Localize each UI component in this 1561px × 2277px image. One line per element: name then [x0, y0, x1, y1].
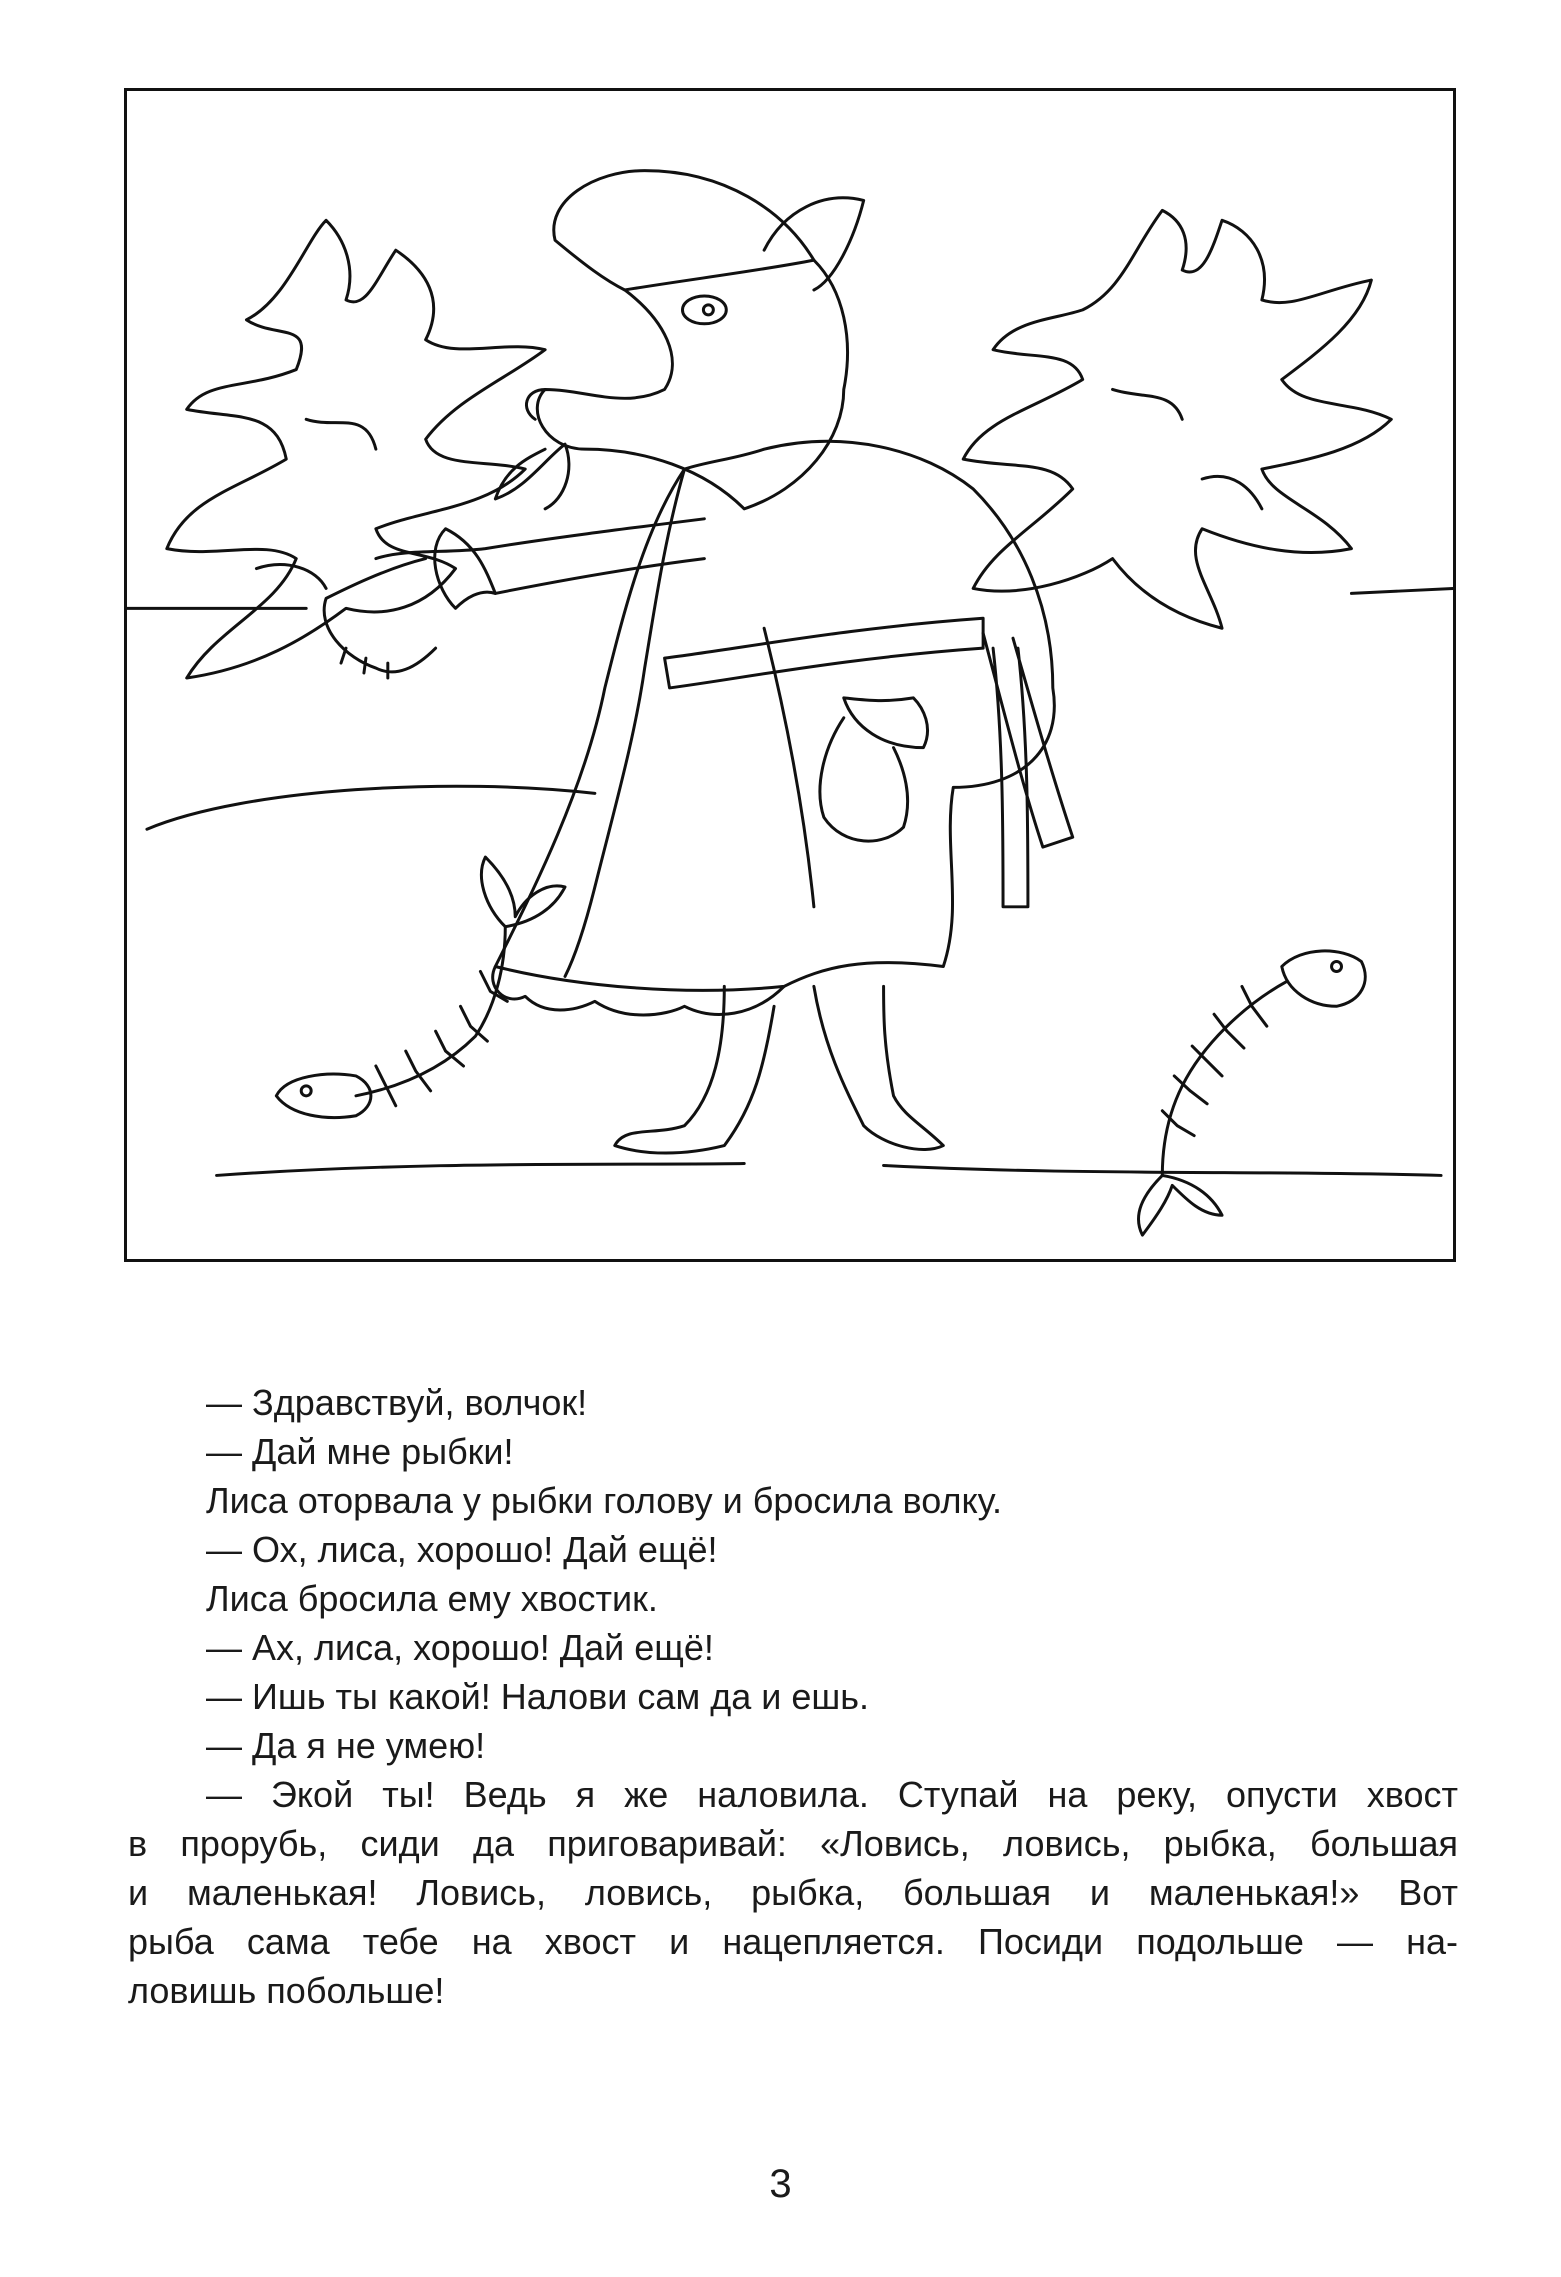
text-line: — Экой ты! Ведь я же наловила. Ступай на реку, опусти хвост	[206, 1774, 1458, 1815]
coat-belt	[665, 618, 984, 688]
text-line: в прорубь, сиди да приговаривай: «Ловись, ловись, рыбка, большая	[128, 1823, 1458, 1864]
coat-fur-edge	[565, 469, 684, 976]
text-line: Лиса оторвала у рыбки голову и бросила волку.	[206, 1480, 1003, 1521]
fish-tail-right	[1139, 1175, 1223, 1235]
text-line: — Да я не умею!	[206, 1725, 486, 1766]
snow-ground-line	[217, 1163, 1441, 1175]
fur-cuff	[435, 529, 496, 609]
left-fir-inner	[256, 419, 375, 588]
wolf-coat	[495, 441, 1054, 990]
text-line: ловишь побольше!	[128, 1970, 445, 2011]
text-line: — Ишь ты какой! Налови сам да и ешь.	[206, 1676, 869, 1717]
text-line: рыба сама тебе на хвост и нацепляется. Посиди подольше — на-	[128, 1921, 1458, 1962]
fish-skeleton-right	[1162, 951, 1365, 1176]
page-number: 3	[769, 2162, 792, 2206]
text-line: — Ох, лиса, хорошо! Дай ещё!	[206, 1529, 718, 1570]
fish-tail-left	[481, 857, 565, 927]
wolf-pupil	[703, 305, 713, 315]
arm-underside	[495, 559, 704, 594]
fish-tail-in-mouth	[495, 444, 569, 509]
text-line: — Ах, лиса, хорошо! Дай ещё!	[206, 1627, 714, 1668]
text-line: Лиса бросила ему хвостик.	[206, 1578, 658, 1619]
belt-ends	[983, 633, 1073, 907]
fox-and-wolf-illustration	[127, 91, 1453, 1259]
right-fir-inner	[1113, 389, 1262, 508]
wolf-ear	[764, 198, 864, 290]
wolf-cap	[554, 171, 814, 290]
wolf-leg-right	[814, 986, 943, 1149]
wolf-paw	[324, 559, 435, 672]
fish-ribs-right	[1162, 986, 1267, 1135]
wolf-paw-lower	[820, 718, 908, 841]
illustration-frame	[124, 88, 1456, 1262]
snow-hill-line	[147, 786, 595, 829]
fur-cuff-lower	[844, 698, 928, 748]
fish-eye-right	[1332, 962, 1342, 972]
story-text	[128, 1378, 1458, 2015]
text-line: и маленькая! Ловись, ловись, рыбка, большая и маленькая!» Вот	[128, 1872, 1458, 1913]
wolf-arm	[376, 519, 705, 559]
text-line: — Дай мне рыбки!	[206, 1431, 514, 1472]
text-line: — Здравствуй, волчок!	[206, 1382, 588, 1423]
fish-eye-left	[301, 1086, 311, 1096]
